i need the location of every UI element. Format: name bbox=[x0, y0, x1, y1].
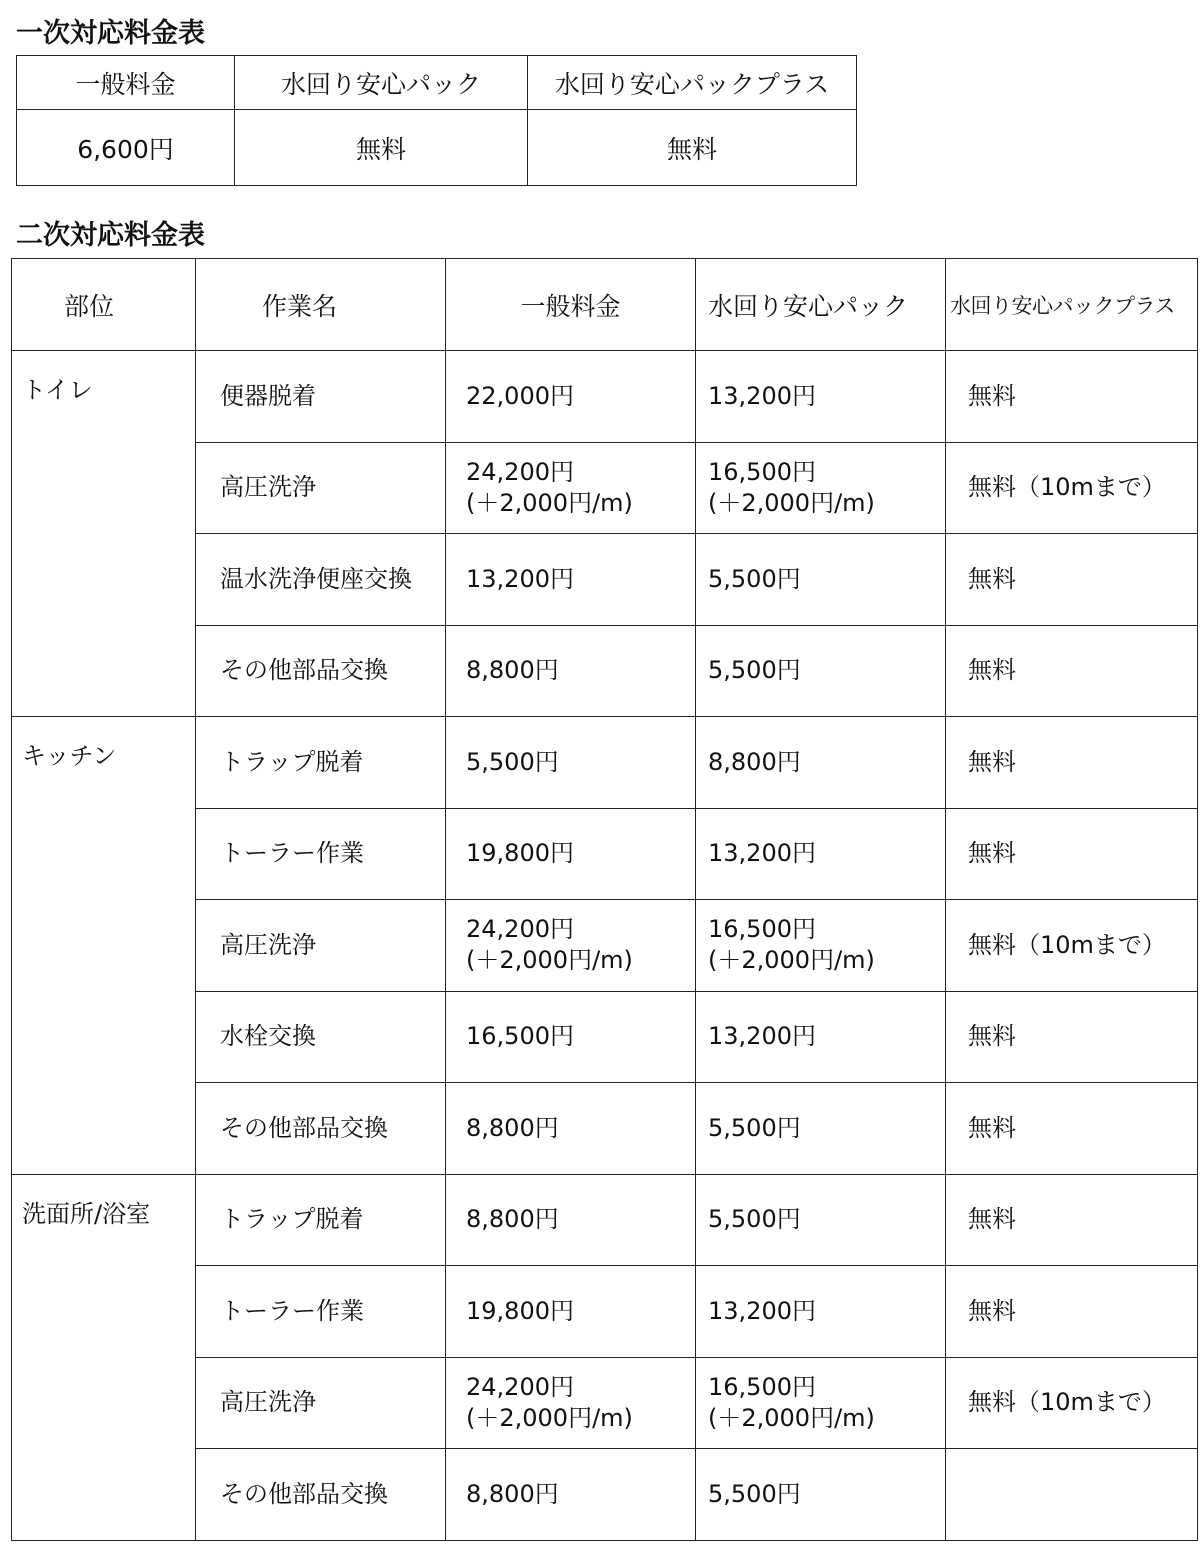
general-price-cell-text: 19,800円 bbox=[466, 839, 574, 868]
pack-price-cell-text: 16,500円 bbox=[708, 915, 816, 944]
area-cell: キッチン bbox=[12, 717, 196, 1175]
table-row bbox=[12, 351, 1198, 443]
pack-price-cell bbox=[696, 1449, 946, 1541]
pack-plus-price-cell bbox=[946, 1083, 1198, 1175]
pack-plus-price-cell bbox=[946, 1449, 1198, 1541]
pack-plus-price-cell-text: 無料 bbox=[968, 564, 1016, 593]
work-cell bbox=[196, 900, 446, 992]
primary-header-general: 一般料金 bbox=[17, 56, 235, 110]
primary-header-pack-plus: 水回り安心パックプラス bbox=[528, 56, 857, 110]
general-price-cell bbox=[446, 1449, 696, 1541]
pack-plus-price-cell bbox=[946, 717, 1198, 809]
pack-price-cell bbox=[696, 991, 946, 1083]
general-price-cell-text: 16,500円 bbox=[466, 1022, 574, 1051]
pack-price-cell-text: 8,800円 bbox=[708, 747, 801, 776]
general-price-cell-text: 19,800円 bbox=[466, 1296, 574, 1325]
general-price-cell bbox=[446, 900, 696, 992]
primary-header-row bbox=[17, 56, 857, 110]
work-cell bbox=[196, 1266, 446, 1358]
general-price-cell-note: (＋2,000円/m) bbox=[466, 946, 633, 975]
secondary-fee-table bbox=[11, 258, 1198, 1541]
pack-plus-price-cell-text: 無料 bbox=[968, 381, 1016, 410]
general-price-cell bbox=[446, 625, 696, 717]
pack-plus-price-cell-text: 無料 bbox=[968, 1296, 1016, 1325]
pack-price-cell-note: (＋2,000円/m) bbox=[708, 946, 875, 975]
secondary-header-row bbox=[12, 259, 1198, 351]
pack-price-cell bbox=[696, 1266, 946, 1358]
primary-header-pack: 水回り安心パック bbox=[235, 56, 528, 110]
secondary-fee-body bbox=[12, 351, 1198, 1541]
general-price-cell-text: 13,200円 bbox=[466, 564, 574, 593]
primary-value-pack: 無料 bbox=[235, 110, 528, 186]
general-price-cell bbox=[446, 1357, 696, 1449]
work-cell bbox=[196, 808, 446, 900]
work-cell bbox=[196, 1357, 446, 1449]
pack-price-cell bbox=[696, 1357, 946, 1449]
table-row bbox=[12, 717, 1198, 809]
pack-price-cell-text: 16,500円 bbox=[708, 1372, 816, 1401]
pack-price-cell-text: 5,500円 bbox=[708, 1113, 801, 1142]
general-price-cell bbox=[446, 351, 696, 443]
work-cell bbox=[196, 1174, 446, 1266]
pack-price-cell-text: 13,200円 bbox=[708, 381, 816, 410]
work-cell bbox=[196, 991, 446, 1083]
pack-price-cell bbox=[696, 534, 946, 626]
pack-plus-price-cell-text: 無料 bbox=[968, 747, 1016, 776]
primary-value-row bbox=[17, 110, 857, 186]
general-price-cell bbox=[446, 1083, 696, 1175]
general-price-cell-text: 8,800円 bbox=[466, 1205, 559, 1234]
general-price-cell-text: 5,500円 bbox=[466, 747, 559, 776]
work-cell-text: 高圧洗浄 bbox=[220, 930, 316, 959]
general-price-cell bbox=[446, 1266, 696, 1358]
general-price-cell-text: 8,800円 bbox=[466, 1113, 559, 1142]
general-price-cell-note: (＋2,000円/m) bbox=[466, 488, 633, 517]
work-cell bbox=[196, 442, 446, 534]
general-price-cell bbox=[446, 534, 696, 626]
pack-plus-price-cell bbox=[946, 534, 1198, 626]
pack-price-cell bbox=[696, 900, 946, 992]
pack-price-cell-text: 13,200円 bbox=[708, 1296, 816, 1325]
pack-plus-price-cell-text: 無料 bbox=[968, 1022, 1016, 1051]
primary-value-pack-plus: 無料 bbox=[528, 110, 857, 186]
work-cell-text: 温水洗浄便座交換 bbox=[220, 564, 412, 593]
work-cell-text: その他部品交換 bbox=[220, 656, 388, 685]
primary-fee-table bbox=[16, 55, 857, 186]
pack-price-cell bbox=[696, 717, 946, 809]
pack-price-cell-text: 5,500円 bbox=[708, 564, 801, 593]
area-cell: トイレ bbox=[12, 351, 196, 717]
general-price-cell-text: 8,800円 bbox=[466, 656, 559, 685]
pack-plus-price-cell-text: 無料 bbox=[968, 656, 1016, 685]
work-cell-text: 高圧洗浄 bbox=[220, 473, 316, 502]
pack-price-cell-text: 5,500円 bbox=[708, 1479, 801, 1508]
general-price-cell bbox=[446, 991, 696, 1083]
pack-price-cell-text: 5,500円 bbox=[708, 1205, 801, 1234]
work-cell bbox=[196, 717, 446, 809]
general-price-cell-note: (＋2,000円/m) bbox=[466, 1403, 633, 1432]
pack-plus-price-cell bbox=[946, 808, 1198, 900]
work-cell-text: 水栓交換 bbox=[220, 1022, 316, 1051]
pack-plus-price-cell-text: 無料 bbox=[968, 839, 1016, 868]
area-cell: 洗面所/浴室 bbox=[12, 1174, 196, 1540]
pack-price-cell-text: 5,500円 bbox=[708, 656, 801, 685]
pack-price-cell-text: 16,500円 bbox=[708, 457, 816, 486]
work-cell-text: 便器脱着 bbox=[220, 381, 316, 410]
pack-plus-price-cell bbox=[946, 1174, 1198, 1266]
pack-plus-price-cell bbox=[946, 625, 1198, 717]
work-cell-text: 高圧洗浄 bbox=[220, 1388, 316, 1417]
general-price-cell-text: 24,200円 bbox=[466, 1372, 574, 1401]
general-price-cell-text: 8,800円 bbox=[466, 1479, 559, 1508]
pack-plus-price-cell bbox=[946, 900, 1198, 992]
work-cell bbox=[196, 351, 446, 443]
secondary-fee-title: 二次対応料金表 bbox=[16, 220, 205, 251]
work-cell bbox=[196, 625, 446, 717]
header-pack: 水回り安心パック bbox=[696, 259, 946, 351]
pack-price-cell bbox=[696, 625, 946, 717]
pack-price-cell-text: 13,200円 bbox=[708, 839, 816, 868]
pack-plus-price-cell-text: 無料（10mまで） bbox=[968, 1388, 1166, 1417]
pack-price-cell bbox=[696, 808, 946, 900]
header-general: 一般料金 bbox=[446, 259, 696, 351]
work-cell bbox=[196, 1083, 446, 1175]
pack-plus-price-cell bbox=[946, 351, 1198, 443]
work-cell bbox=[196, 534, 446, 626]
work-cell-text: トーラー作業 bbox=[220, 1296, 364, 1325]
work-cell-text: トラップ脱着 bbox=[220, 747, 364, 776]
work-cell-text: トラップ脱着 bbox=[220, 1205, 364, 1234]
pack-plus-price-cell-text: 無料（10mまで） bbox=[968, 930, 1166, 959]
primary-fee-title: 一次対応料金表 bbox=[16, 18, 205, 49]
header-area: 部位 bbox=[12, 259, 196, 351]
pack-plus-price-cell-text: 無料（10mまで） bbox=[968, 473, 1166, 502]
pack-price-cell-text: 13,200円 bbox=[708, 1022, 816, 1051]
general-price-cell bbox=[446, 717, 696, 809]
header-work: 作業名 bbox=[196, 259, 446, 351]
primary-value-general: 6,600円 bbox=[17, 110, 235, 186]
pack-price-cell-note: (＋2,000円/m) bbox=[708, 1403, 875, 1432]
header-pack-plus: 水回り安心パックプラス bbox=[946, 259, 1198, 351]
general-price-cell bbox=[446, 808, 696, 900]
pack-price-cell bbox=[696, 442, 946, 534]
pack-price-cell-note: (＋2,000円/m) bbox=[708, 488, 875, 517]
general-price-cell bbox=[446, 1174, 696, 1266]
work-cell bbox=[196, 1449, 446, 1541]
work-cell-text: その他部品交換 bbox=[220, 1113, 388, 1142]
work-cell-text: トーラー作業 bbox=[220, 839, 364, 868]
pack-plus-price-cell bbox=[946, 1266, 1198, 1358]
general-price-cell-text: 24,200円 bbox=[466, 915, 574, 944]
pack-plus-price-cell bbox=[946, 1357, 1198, 1449]
pack-price-cell bbox=[696, 351, 946, 443]
pack-plus-price-cell-text: 無料 bbox=[968, 1113, 1016, 1142]
pack-plus-price-cell bbox=[946, 991, 1198, 1083]
pack-plus-price-cell bbox=[946, 442, 1198, 534]
pack-plus-price-cell-text: 無料 bbox=[968, 1205, 1016, 1234]
table-row bbox=[12, 1174, 1198, 1266]
general-price-cell-text: 24,200円 bbox=[466, 457, 574, 486]
pack-price-cell bbox=[696, 1174, 946, 1266]
pack-price-cell bbox=[696, 1083, 946, 1175]
general-price-cell-text: 22,000円 bbox=[466, 381, 574, 410]
work-cell-text: その他部品交換 bbox=[220, 1479, 388, 1508]
general-price-cell bbox=[446, 442, 696, 534]
